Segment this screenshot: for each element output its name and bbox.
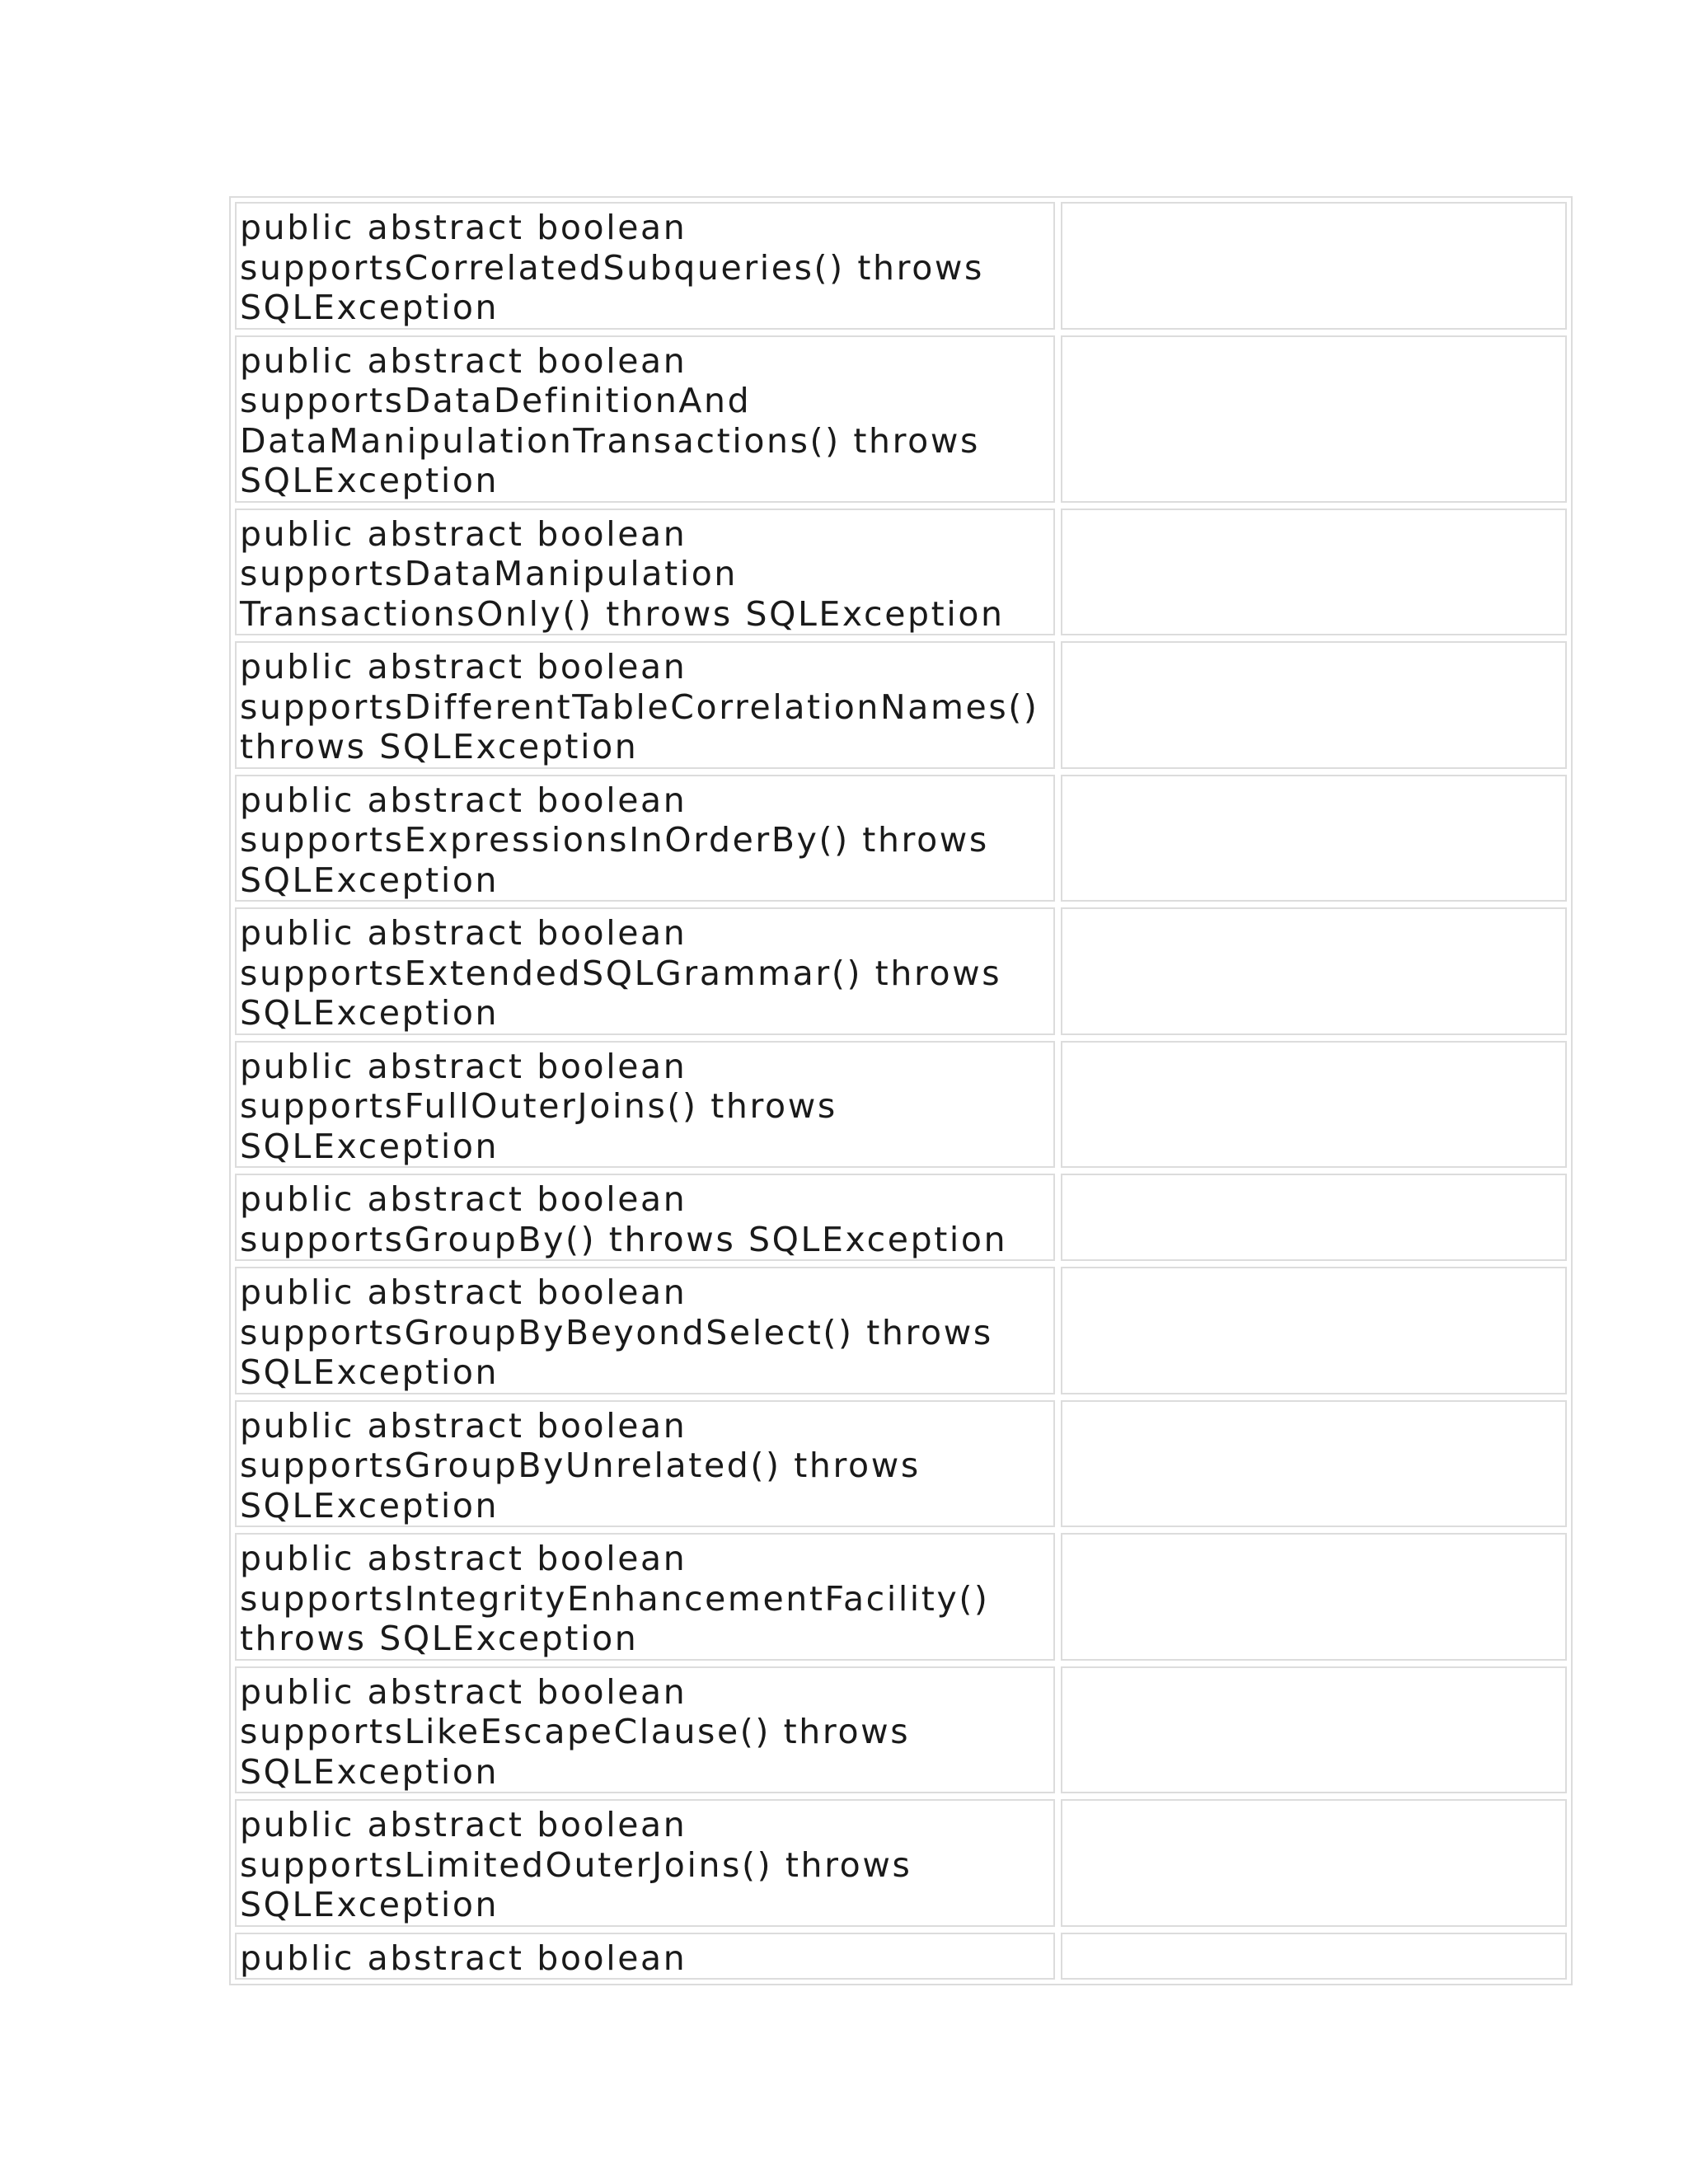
method-signature-cell: public abstract boolean supportsLimitedOuterJoins() throws SQLException bbox=[235, 1799, 1055, 1927]
method-signature-cell: public abstract boolean bbox=[235, 1933, 1055, 1980]
cell-gap bbox=[1055, 1041, 1061, 1169]
cell-gap bbox=[1055, 1174, 1061, 1261]
method-signature-cell: public abstract boolean supportsGroupBy() throws SQLException bbox=[235, 1174, 1055, 1261]
table-row bbox=[235, 1174, 1567, 1261]
method-table bbox=[229, 196, 1573, 1985]
cell-gap bbox=[1055, 202, 1061, 330]
table-row bbox=[235, 509, 1567, 636]
cell-gap bbox=[1055, 1267, 1061, 1394]
table-row bbox=[235, 1666, 1567, 1794]
cell-gap bbox=[1055, 775, 1061, 902]
method-description-cell bbox=[1061, 907, 1567, 1035]
method-description-cell bbox=[1061, 1041, 1567, 1169]
method-signature-cell: public abstract boolean supportsDifferentTableCorrelationNames() throws SQLException bbox=[235, 641, 1055, 769]
cell-gap bbox=[1055, 641, 1061, 769]
method-description-cell bbox=[1061, 335, 1567, 503]
method-description-cell bbox=[1061, 1267, 1567, 1394]
method-signature-cell: public abstract boolean supportsCorrelatedSubqueries() throws SQLException bbox=[235, 202, 1055, 330]
method-signature-cell: public abstract boolean supportsExpressionsInOrderBy() throws SQLException bbox=[235, 775, 1055, 902]
cell-gap bbox=[1055, 1799, 1061, 1927]
table-row bbox=[235, 1533, 1567, 1661]
method-signature-cell: public abstract boolean supportsGroupByBeyondSelect() throws SQLException bbox=[235, 1267, 1055, 1394]
method-signature-cell: public abstract boolean supportsExtendedSQLGrammar() throws SQLException bbox=[235, 907, 1055, 1035]
cell-gap bbox=[1055, 1400, 1061, 1528]
method-signature-cell: public abstract boolean supportsGroupByUnrelated() throws SQLException bbox=[235, 1400, 1055, 1528]
method-table-grid bbox=[235, 196, 1567, 1985]
table-row bbox=[235, 1400, 1567, 1528]
method-description-cell bbox=[1061, 1799, 1567, 1927]
table-row bbox=[235, 1933, 1567, 1980]
table-row bbox=[235, 335, 1567, 503]
method-signature-cell: public abstract boolean supportsIntegrityEnhancementFacility() throws SQLException bbox=[235, 1533, 1055, 1661]
method-signature-cell: public abstract boolean supportsLikeEscapeClause() throws SQLException bbox=[235, 1666, 1055, 1794]
method-description-cell bbox=[1061, 1533, 1567, 1661]
cell-gap bbox=[1055, 907, 1061, 1035]
cell-gap bbox=[1055, 1666, 1061, 1794]
cell-gap bbox=[1055, 509, 1061, 636]
table-row bbox=[235, 1041, 1567, 1169]
cell-gap bbox=[1055, 1933, 1061, 1980]
method-signature-cell: public abstract boolean supportsDataDefinitionAnd DataManipulationTransactions() throws SQLException bbox=[235, 335, 1055, 503]
method-description-cell bbox=[1061, 1400, 1567, 1528]
method-description-cell bbox=[1061, 775, 1567, 902]
table-row bbox=[235, 1799, 1567, 1927]
cell-gap bbox=[1055, 1533, 1061, 1661]
table-row bbox=[235, 1267, 1567, 1394]
method-description-cell bbox=[1061, 1174, 1567, 1261]
method-description-cell bbox=[1061, 509, 1567, 636]
table-row bbox=[235, 775, 1567, 902]
method-description-cell bbox=[1061, 202, 1567, 330]
table-row bbox=[235, 907, 1567, 1035]
table-row bbox=[235, 641, 1567, 769]
method-signature-cell: public abstract boolean supportsFullOuterJoins() throws SQLException bbox=[235, 1041, 1055, 1169]
method-signature-cell: public abstract boolean supportsDataManipulation TransactionsOnly() throws SQLException bbox=[235, 509, 1055, 636]
table-row bbox=[235, 202, 1567, 330]
method-description-cell bbox=[1061, 641, 1567, 769]
method-description-cell bbox=[1061, 1933, 1567, 1980]
method-description-cell bbox=[1061, 1666, 1567, 1794]
cell-gap bbox=[1055, 335, 1061, 503]
